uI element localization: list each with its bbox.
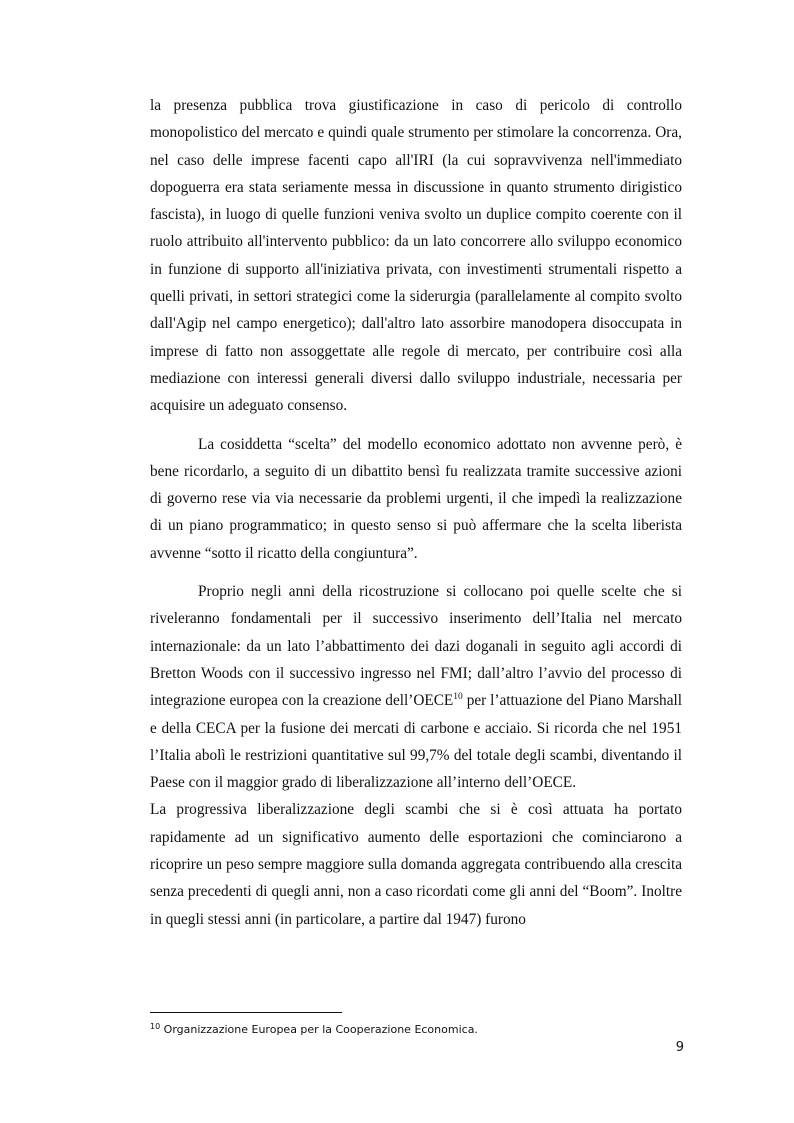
footnote-separator [150,1012,342,1013]
footnote [150,1023,690,1037]
footnote-reference[interactable]: 10 [453,692,463,703]
body-text [150,92,682,933]
page-number: 9 [675,1040,684,1055]
footnote-number: 10 [150,1022,161,1031]
paragraph-3-text-start: Proprio negli anni della ricostruzione si collocano poi quelle scelte che si riveleranno fondamentali per il successivo inserimento dell’Italia nel mercato internazionale: da un lato l’abbattimento dei dazi doganali in seguito agli accordi di Bretton Woods con il successivo ingresso nel FMI; dall’altro l’avvio del processo di integrazione europea con la creazione dell’OECE [150,583,682,710]
paragraph-3-text-end: per l’attuazione del Piano Marshall e della CECA per la fusione dei mercati di carbone e acciaio. Si ricorda che nel 1951 l’Italia abolì le restrizioni quantitative sul 99,7% del totale degli scambi, diventando il Paese con il maggior grado di liberalizzazione all’interno dell’OECE. [150,692,682,792]
paragraph-2: La cosiddetta “scelta” del modello economico adottato non avvenne però, è bene ricordarlo, a seguito di un dibattito bensì fu realizzata tramite successive azioni di governo rese via via necessarie da problemi urgenti, il che impedì la realizzazione di un piano programmatico; in questo senso si può affermare che la scelta liberista avvenne “sotto il ricatto della congiuntura”. [150,435,682,562]
footnote-text: Organizzazione Europea per la Cooperazione Economica. [160,1023,478,1036]
paragraph-4: La progressiva liberalizzazione degli scambi che si è così attuata ha portato rapidamente ad un significativo aumento delle esportazioni che cominciarono a ricoprire un peso sempre maggiore sulla domanda aggregata contribuendo alla crescita senza precedenti di quegli anni, non a caso ricordati come gli anni del “Boom”. Inoltre in quegli stessi anni (in particolare, a partire dal 1947) furono [150,801,682,928]
paragraph-1: la presenza pubblica trova giustificazione in caso di pericolo di controllo monopolistico del mercato e quindi quale strumento per stimolare la concorrenza. Ora, nel caso delle imprese facenti capo all'IRI (la cui sopravvivenza nell'immediato dopoguerra era stata seriamente messa in discussione in quanto strumento dirigistico fascista), in luogo di quelle funzioni veniva svolto un duplice compito coerente con il ruolo attribuito all'intervento pubblico: da un lato concorrere allo sviluppo economico in funzione di supporto all'iniziativa privata, con investimenti strumentali rispetto a quelli privati, in settori strategici come la siderurgia (parallelamente al compito svolto dall'Agip nel campo energetico); dall'altro lato assorbire manodopera disoccupata in imprese di fatto non assoggettate alle regole di mercato, per contribuire così alla mediazione con interessi generali diversi dallo sviluppo industriale, necessaria per acquisire un adeguato consenso. [150,97,682,415]
paragraph-3 [150,578,682,796]
